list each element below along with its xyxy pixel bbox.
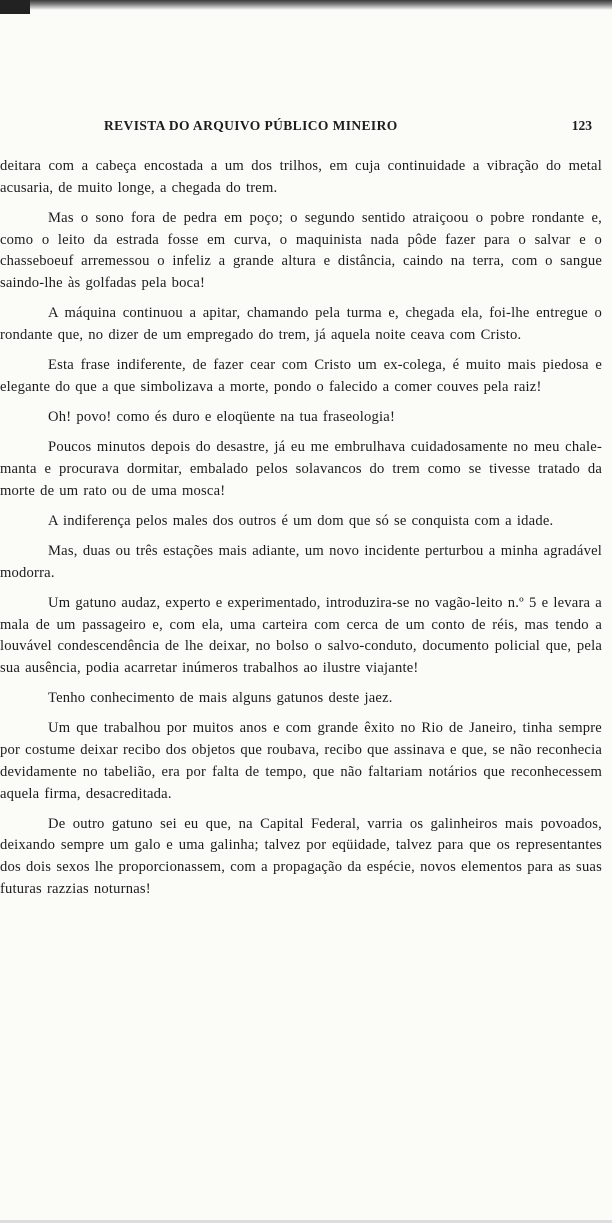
page-header: [0, 118, 612, 140]
paragraph: Mas, duas ou três estações mais adiante, um novo incidente perturbou a minha agradável modorra.: [0, 543, 602, 581]
paragraph: Esta frase indiferente, de fazer cear com Cristo um ex-colega, é muito mais piedosa e elegante do que a que simbolizava a morte, pondo o falecido a comer couves pela raiz!: [0, 357, 602, 395]
page-number: 123: [571, 118, 592, 133]
paragraph: Mas o sono fora de pedra em poço; o segundo sentido atraiçoou o pobre rondante e, como o leito da estrada fosse em curva, o maquinista nada pôde fazer para o salvar e o chasseboeuf arremessou o infeliz a grande altura e distância, caindo na terra, com o sangue saindo-lhe às golfadas pela boca!: [0, 209, 602, 292]
running-title: REVISTA DO ARQUIVO PÚBLICO MINEIRO: [104, 118, 398, 133]
paragraph: Oh! povo! como és duro e eloqüente na tua fraseologia!: [48, 409, 396, 426]
paragraph: De outro gatuno sei eu que, na Capital Federal, varria os galinheiros mais povoados, deixando sempre um galo e uma galinha; talvez por eqüidade, talvez para que os representantes dos dois sexos lhe proporcionassem, com a propagação da espécie, novos elementos para as suas futuras razzias noturnas!: [0, 815, 602, 897]
article-body: [0, 156, 602, 909]
paragraph: Um que trabalhou por muitos anos e com grande êxito no Rio de Janeiro, tinha sempre por costume deixar recibo dos objetos que roubava, recibo que assinava e que, se não reconhecia devidamente no tabelião, era por falta de tempo, que não faltariam notários que reconhecessem aquela firma, desacreditada.: [0, 720, 602, 802]
paragraph: A máquina continuou a apitar, chamando pela turma e, chegada ela, foi-lhe entregue o rondante que, no dizer de um empregado do trem, já aquela noite ceava com Cristo.: [0, 305, 602, 343]
paragraph: deitara com a cabeça encostada a um dos trilhos, em cuja continuidade a vibração do metal acusaria, de muito longe, a chegada do trem.: [0, 158, 602, 196]
scan-edge-shadow: [0, 0, 612, 10]
paragraph: A indiferença pelos males dos outros é um dom que só se conquista com a idade.: [48, 512, 554, 529]
paragraph: Tenho conhecimento de mais alguns gatunos deste jaez.: [48, 690, 393, 707]
paragraph: Um gatuno audaz, experto e experimentado, introduzira-se no vagão-leito n.º 5 e levara a mala de um passageiro e, com ela, uma carteira com cerca de um conto de réis, mas tendo a louvável condescendência de lhe deixar, no bolso o salvo-conduto, documento policial que, pela sua ausência, podia acarretar inúmeros trabalhos ao ilustre viajante!: [0, 594, 602, 677]
paragraph: Poucos minutos depois do desastre, já eu me embrulhava cuidadosamente no meu chale-manta e procurava dormitar, embalado pelos solavancos do trem como se tivesse tratado da morte de um rato ou de uma mosca!: [0, 439, 602, 499]
scan-corner-mark: [0, 0, 30, 14]
